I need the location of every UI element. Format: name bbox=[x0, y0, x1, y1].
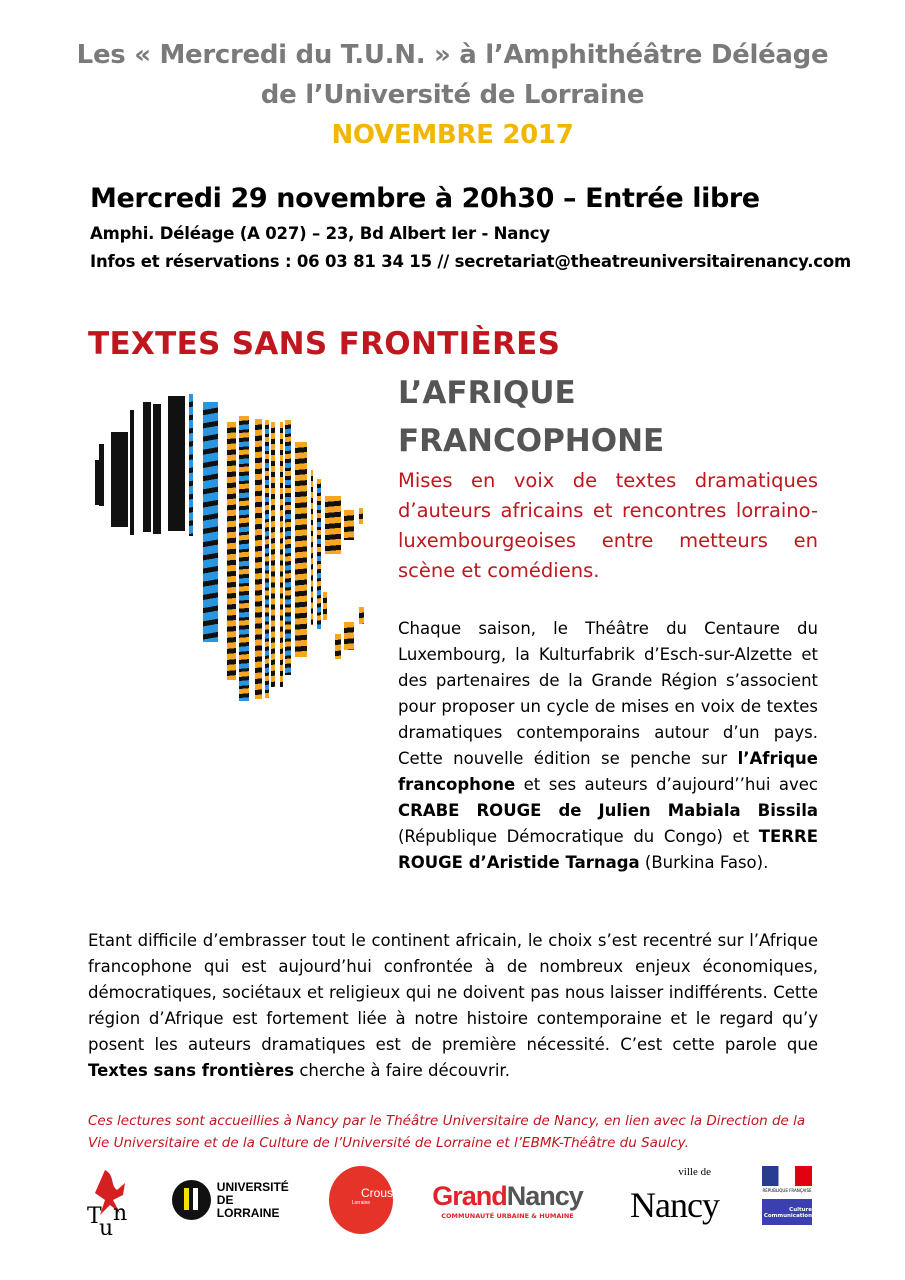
africa-map-image bbox=[85, 372, 390, 712]
svg-text:n: n bbox=[113, 1201, 128, 1226]
subtitle-line-2: FRANCOPHONE bbox=[398, 423, 665, 459]
logo-text: Culture Communication bbox=[762, 1199, 812, 1225]
svg-text:T: T bbox=[87, 1204, 102, 1229]
africa-stripe bbox=[295, 442, 307, 657]
africa-stripe bbox=[111, 432, 128, 527]
text: Chaque saison, le Théâtre du Centaure du Luxembourg, la Kulturfabrik d’Esch-sur-Alzette et des partenaires de la Grande Région s’associent pour proposer un cycle de mises en voix de textes dramatiques contemporains autour d’un pays. Cette nouvelle édition se penche sur bbox=[398, 619, 818, 768]
africa-stripe bbox=[99, 444, 104, 506]
credits: Ces lectures sont accueillies à Nancy par le Théâtre Universitaire de Nancy, en lien avec la Direction de la Vie Universitaire et de la Culture de l’Université de Lorraine et l’EBMK-Théâtre du Saulcy. bbox=[88, 1113, 806, 1151]
africa-stripe bbox=[317, 479, 321, 629]
text: (République Démocratique du Congo) et bbox=[398, 827, 759, 846]
page-title: TEXTES SANS FRONTIÈRES bbox=[88, 326, 561, 362]
tun-logo bbox=[85, 1165, 140, 1235]
africa-stripe bbox=[359, 607, 364, 624]
body-paragraph-2 bbox=[88, 928, 818, 1084]
africa-stripe bbox=[255, 419, 262, 699]
logo-text: Lorraine bbox=[351, 1200, 371, 1206]
text: (Burkina Faso). bbox=[639, 853, 769, 872]
africa-stripe bbox=[271, 422, 275, 687]
africa-stripe bbox=[325, 496, 341, 554]
africa-stripe bbox=[359, 508, 363, 524]
header-month: NOVEMBRE 2017 bbox=[331, 120, 574, 150]
bold-text: CRABE ROUGE de Julien Mabiala Bissila bbox=[398, 801, 818, 820]
event-place: Amphi. Déléage (A 027) – 23, Bd Albert Ier - Nancy bbox=[90, 224, 550, 243]
africa-stripe bbox=[344, 622, 354, 650]
text: cherche à faire découvrir. bbox=[294, 1061, 510, 1080]
africa-stripe bbox=[168, 396, 185, 531]
text: et ses auteurs d’aujourd’’hui avec bbox=[515, 775, 818, 794]
africa-stripe bbox=[285, 420, 291, 675]
logo-text: COMMUNAUTÉ URBAINE & HUMAINE bbox=[441, 1211, 574, 1220]
africa-stripe bbox=[344, 510, 354, 540]
logo-text: RÉPUBLIQUE FRANÇAISE bbox=[762, 1188, 812, 1193]
logo-text: Nancy bbox=[630, 1185, 719, 1225]
subtitle-line-1: L’AFRIQUE bbox=[398, 375, 576, 411]
africa-stripe bbox=[189, 394, 193, 536]
logo-text: Nancy bbox=[506, 1180, 583, 1211]
text: Etant difficile d’embrasser tout le continent africain, le choix s’est recentré sur l’Afrique francophone qui est aujourd’hui confrontée à de nombreux enjeux économiques, démocratiques, sociétaux et religieux qui ne doivent pas nous laisser indifférents. Cette région d’Afrique est fortement liée à notre histoire contemporaine et le regard qu’y posent les auteurs dramatiques est de première nécessité. C’est cette parole que bbox=[88, 931, 818, 1054]
bold-text: TERRE ROUGE d’Aristide Tarnaga bbox=[398, 827, 818, 872]
africa-stripe bbox=[323, 592, 327, 620]
event-contact: Infos et réservations : 06 03 81 34 15 // secretariat@theatreuniversitairenancy.com bbox=[90, 252, 851, 271]
logo-text: Crous bbox=[360, 1186, 393, 1200]
tagline: Mises en voix de textes dramatiques d’auteurs africains et rencontres lorraino-luxembourgeoises entre metteurs en scène et comédiens. bbox=[398, 469, 818, 582]
header-line-2: de l’Université de Lorraine bbox=[260, 80, 645, 110]
africa-stripe bbox=[130, 410, 134, 535]
ministere-culture-logo bbox=[762, 1166, 812, 1225]
logo-text: DE LORRAINE bbox=[216, 1192, 280, 1220]
africa-stripe bbox=[280, 422, 283, 687]
bold-text: l’Afrique francophone bbox=[398, 749, 818, 794]
logo-text: ville de bbox=[678, 1166, 711, 1178]
universite-lorraine-logo bbox=[172, 1165, 297, 1235]
body-paragraph-1 bbox=[398, 616, 818, 876]
africa-stripe bbox=[311, 470, 313, 625]
africa-stripe bbox=[143, 402, 151, 532]
svg-text:u: u bbox=[99, 1216, 114, 1235]
ville-nancy-logo bbox=[612, 1165, 737, 1235]
africa-stripe bbox=[203, 402, 218, 642]
africa-stripe bbox=[227, 422, 236, 680]
africa-stripe bbox=[239, 416, 249, 701]
africa-stripe bbox=[153, 404, 161, 534]
africa-stripe bbox=[335, 634, 341, 659]
grand-nancy-logo bbox=[425, 1165, 590, 1235]
header-line-1: Les « Mercredi du T.U.N. » à l’Amphithéâtre Déléage bbox=[76, 40, 829, 70]
logo-text: UNIVERSITÉ bbox=[216, 1179, 289, 1194]
africa-stripe bbox=[265, 420, 269, 698]
logo-text: Grand bbox=[432, 1180, 507, 1211]
event-date: Mercredi 29 novembre à 20h30 – Entrée libre bbox=[90, 183, 760, 214]
bold-text: Textes sans frontières bbox=[88, 1061, 295, 1080]
crous-logo bbox=[327, 1165, 395, 1235]
